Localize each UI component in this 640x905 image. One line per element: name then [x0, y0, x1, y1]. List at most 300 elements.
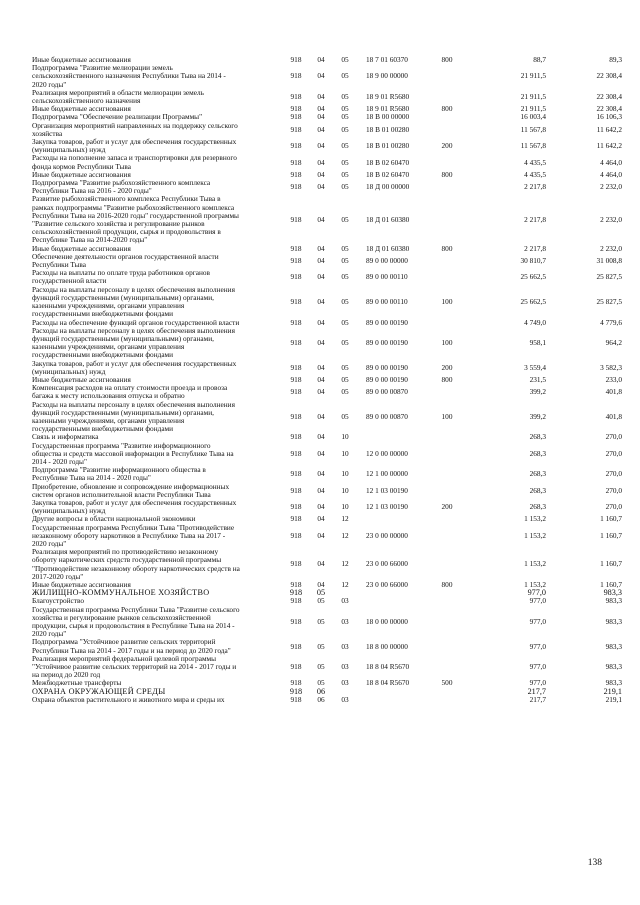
target-article-code: 18 8 00 00000: [366, 641, 408, 651]
subsection-code: 05: [341, 71, 349, 81]
row-name: [32, 138, 282, 154]
row-name: [32, 638, 282, 654]
amount-year-2: 11 642,2: [596, 141, 622, 151]
subsection-code: 12: [341, 530, 349, 540]
row-name: [32, 606, 282, 639]
subsection-code: 05: [341, 374, 349, 384]
amount-year-2: 22 308,4: [596, 91, 622, 101]
row-name-line: Реализация мероприятий федеральной целевой программы: [32, 653, 217, 663]
ministry-code: 918: [290, 182, 302, 192]
row-name-line: Расходы на выплаты персоналу в целях обеспечения выполнения: [32, 284, 235, 294]
amount-year-1: 977,0: [529, 596, 546, 606]
row-name-line: Реализация мероприятий по противодействию незаконному: [32, 547, 219, 557]
amount-year-2: 2 232,0: [600, 214, 622, 224]
table-row: [32, 327, 622, 360]
table-row: [32, 548, 622, 581]
amount-year-1: 2 217,8: [524, 243, 546, 253]
amount-year-2: 1 160,7: [600, 530, 622, 540]
target-article-code: 89 0 00 00110: [366, 296, 408, 306]
expense-type-code: 100: [441, 296, 453, 306]
row-name-line: ОХРАНА ОКРУЖАЮЩЕЙ СРЕДЫ: [32, 686, 166, 696]
row-name: [32, 360, 282, 376]
row-name-line: Закупка товаров, работ и услуг для обеспечения государственных: [32, 497, 237, 507]
subsection-code: 05: [341, 272, 349, 282]
row-name-line: Иные бюджетные ассигнования: [32, 104, 131, 114]
row-name-line: ЖИЛИЩНО-КОММУНАЛЬНОЕ ХОЗЯЙСТВО: [32, 588, 210, 598]
ministry-code: 918: [290, 411, 302, 421]
section-code: 06: [317, 694, 325, 704]
row-name: [32, 327, 282, 360]
ministry-code: 918: [290, 55, 302, 64]
section-code: 04: [317, 243, 325, 253]
ministry-code: 918: [290, 530, 302, 540]
row-name: [32, 269, 282, 285]
ministry-code: 918: [290, 432, 302, 442]
amount-year-2: 4 464,0: [600, 169, 622, 179]
section-code: 04: [317, 514, 325, 524]
row-name-line: продукции, сырья и продовольствия в Республике Тыва на 2014 -: [32, 621, 235, 631]
subsection-code: 03: [341, 694, 349, 704]
table-row: [32, 89, 622, 105]
amount-year-2: 270,0: [605, 502, 622, 512]
subsection-code: 12: [341, 580, 349, 589]
target-article-code: 18 Д 01 60380: [366, 243, 410, 253]
amount-year-2: 89,3: [609, 55, 622, 64]
amount-year-2: 983,3: [605, 641, 622, 651]
target-article-code: 23 0 00 00000: [366, 530, 408, 540]
section-code: 04: [317, 104, 325, 114]
row-name-line: Расходы на выплаты персоналу в целях обеспечения выполнения: [32, 325, 235, 335]
amount-year-1: 268,3: [529, 469, 546, 479]
amount-year-1: 1 153,2: [524, 530, 546, 540]
row-name-line: Иные бюджетные ассигнования: [32, 169, 131, 179]
amount-year-1: 16 003,4: [520, 112, 546, 122]
row-name: [32, 524, 282, 549]
row-name-line: фонда кормов Республики Тыва: [32, 161, 131, 171]
section-code: 04: [317, 387, 325, 397]
row-name-line: государственной власти: [32, 276, 107, 286]
amount-year-2: 1 160,7: [600, 514, 622, 524]
row-name-line: Иные бюджетные ассигнования: [32, 374, 131, 384]
amount-year-1: 4 435,5: [524, 157, 546, 167]
target-article-code: 18 9 00 00000: [366, 71, 408, 81]
target-article-code: 18 В 00 00000: [366, 112, 410, 122]
target-article-code: 12 1 00 00000: [366, 469, 408, 479]
amount-year-2: 233,0: [605, 374, 622, 384]
row-name-line: Развитие рыбохозяйственного комплекса Республики Тыва в: [32, 194, 221, 204]
row-name-line: Приобретение, обновление и сопровождение информационных: [32, 481, 230, 491]
row-name-line: Иные бюджетные ассигнования: [32, 243, 131, 253]
table-row: [32, 384, 622, 400]
table-row: [32, 442, 622, 467]
row-name: [32, 154, 282, 170]
row-name-line: функций государственными (муниципальными) органами,: [32, 333, 214, 343]
row-name: [32, 89, 282, 105]
row-name-line: Республики Тыва на 2016 - 2020 годы": [32, 186, 152, 196]
amount-year-2: 401,8: [605, 411, 622, 421]
subsection-code: 05: [341, 182, 349, 192]
ministry-code: 918: [290, 317, 302, 327]
section-code: 05: [316, 588, 326, 598]
budget-table: [32, 56, 622, 704]
expense-type-code: 200: [441, 141, 453, 151]
subsection-code: 05: [341, 338, 349, 347]
table-row: [32, 466, 622, 482]
amount-year-2: 983,3: [605, 596, 622, 606]
amount-year-2: 4 464,0: [600, 157, 622, 167]
row-name-line: Расходы на выплаты персоналу в целях обеспечения выполнения: [32, 399, 235, 409]
ministry-code: 918: [290, 678, 302, 688]
row-name-line: Государственная программа Республики Тыва "Развитие сельского: [32, 604, 240, 614]
table-row: [32, 638, 622, 654]
table-row: [32, 138, 622, 154]
subsection-code: 05: [341, 317, 349, 327]
table-row: [32, 269, 622, 285]
subsection-code: 10: [341, 502, 349, 512]
row-name-line: Иные бюджетные ассигнования: [32, 580, 131, 589]
row-name: [32, 64, 282, 89]
target-article-code: 18 Д 00 00000: [366, 182, 410, 192]
row-name-line: Подпрограмма "Устойчивое развитие сельских территорий: [32, 637, 216, 647]
row-name-line: "Развитие сельского хозяйства и регулирование рынков: [32, 219, 205, 229]
subsection-code: 03: [341, 662, 349, 672]
amount-year-1: 21 911,5: [520, 104, 546, 114]
amount-year-2: 2 232,0: [600, 182, 622, 192]
section-code: 04: [317, 411, 325, 421]
section-code: 04: [317, 530, 325, 540]
ministry-code: 918: [290, 141, 302, 151]
expense-type-code: 800: [441, 169, 453, 179]
amount-year-1: 217,7: [527, 686, 546, 696]
table-row: [32, 401, 622, 434]
row-name-line: хозяйства: [32, 128, 63, 138]
amount-year-2: 25 827,5: [596, 296, 622, 306]
section-code: 04: [317, 55, 325, 64]
row-name-line: Закупка товаров, работ и услуг для обеспечения государственных: [32, 358, 237, 368]
table-row: [32, 253, 622, 269]
subsection-code: 05: [341, 169, 349, 179]
table-row: [32, 122, 622, 138]
amount-year-1: 88,7: [533, 55, 546, 64]
target-article-code: 89 0 00 00190: [366, 338, 408, 347]
amount-year-1: 977,0: [529, 678, 546, 688]
expense-type-code: 800: [441, 374, 453, 384]
row-name: [32, 483, 282, 499]
expense-type-code: 100: [441, 411, 453, 421]
ministry-code: 918: [290, 214, 302, 224]
subsection-code: 10: [341, 485, 349, 495]
amount-year-2: 270,0: [605, 432, 622, 442]
row-name: [32, 253, 282, 269]
row-name-line: Государственная программа "Развитие информационного: [32, 440, 211, 450]
amount-year-2: 983,3: [605, 678, 622, 688]
row-name-line: "Устойчивое развитие сельских территорий на 2014 - 2017 годы и: [32, 662, 237, 672]
ministry-code: 918: [290, 157, 302, 167]
row-name: [32, 466, 282, 482]
row-name-line: казенными учреждениями, органами управления: [32, 301, 185, 311]
ministry-code: 918: [290, 502, 302, 512]
row-name-line: Подпрограмма "Обеспечение реализации Программы": [32, 112, 203, 122]
amount-year-1: 2 217,8: [524, 182, 546, 192]
section-code: 04: [317, 338, 325, 347]
amount-year-1: 268,3: [529, 485, 546, 495]
amount-year-2: 31 008,8: [596, 255, 622, 265]
row-name-line: казенными учреждениями, органами управления: [32, 415, 185, 425]
row-name-line: Обеспечение деятельности органов государственной власти: [32, 251, 219, 261]
row-name-line: Расходы на выплаты по оплате труда работников органов: [32, 268, 210, 278]
table-row: [32, 655, 622, 680]
ministry-code: 918: [290, 387, 302, 397]
ministry-code: 918: [290, 169, 302, 179]
amount-year-1: 268,3: [529, 448, 546, 458]
amount-year-1: 231,5: [529, 374, 546, 384]
row-name-line: Республике Тыва на 2014 - 2020 годы": [32, 473, 151, 483]
row-name-line: незаконному обороту наркотиков в Республике Тыва на 2017 -: [32, 530, 226, 540]
amount-year-2: 983,3: [605, 616, 622, 626]
row-name-line: Иные бюджетные ассигнования: [32, 55, 131, 64]
row-name-line: Подпрограмма "Развитие мелиорации земель: [32, 63, 173, 73]
subsection-code: 05: [341, 362, 349, 372]
subsection-code: 03: [341, 596, 349, 606]
row-name-line: Республики Тыва на 2014 - 2017 годы и на период до 2020 года": [32, 645, 231, 655]
ministry-code: 918: [290, 104, 302, 114]
subsection-code: 03: [341, 641, 349, 651]
amount-year-1: 25 662,5: [520, 272, 546, 282]
ministry-code: 918: [290, 124, 302, 134]
amount-year-2: 983,3: [605, 662, 622, 672]
amount-year-2: 964,2: [605, 338, 622, 347]
ministry-code: 918: [290, 255, 302, 265]
row-name-line: сельскохозяйственного назначения: [32, 96, 141, 106]
subsection-code: 05: [341, 104, 349, 114]
section-code: 05: [317, 641, 325, 651]
ministry-code: 918: [290, 243, 302, 253]
target-article-code: 18 В 02 60470: [366, 157, 410, 167]
amount-year-2: 1 160,7: [600, 580, 622, 589]
target-article-code: 18 В 01 00280: [366, 124, 410, 134]
subsection-code: 03: [341, 678, 349, 688]
amount-year-2: 22 308,4: [596, 104, 622, 114]
ministry-code: 918: [290, 374, 302, 384]
subsection-code: 05: [341, 214, 349, 224]
row-name: [32, 286, 282, 319]
ministry-code: 918: [290, 662, 302, 672]
amount-year-2: 22 308,4: [596, 71, 622, 81]
ministry-code: 918: [290, 694, 302, 704]
amount-year-1: 217,7: [529, 694, 546, 704]
row-name-line: государственными внебюджетными фондами: [32, 350, 174, 360]
target-article-code: 89 0 00 00190: [366, 362, 408, 372]
ministry-code: 918: [290, 112, 302, 122]
target-article-code: 18 0 00 00000: [366, 616, 408, 626]
section-code: 04: [317, 182, 325, 192]
row-name-line: "Противодействие незаконному обороту наркотических средств на: [32, 563, 240, 573]
subsection-code: 05: [341, 243, 349, 253]
row-name-line: 2020 годы": [32, 629, 67, 639]
amount-year-1: 1 153,2: [524, 580, 546, 589]
section-code: 05: [317, 596, 325, 606]
section-code: 04: [317, 317, 325, 327]
subsection-code: 10: [341, 448, 349, 458]
row-name-line: Охрана объектов растительного и животного мира и среды их: [32, 694, 225, 704]
table-row: [32, 524, 622, 549]
row-name: [32, 401, 282, 434]
section-code: 04: [317, 432, 325, 442]
amount-year-1: 4 749,0: [524, 317, 546, 327]
subsection-code: 05: [341, 296, 349, 306]
table-row: [32, 499, 622, 515]
amount-year-1: 2 217,8: [524, 214, 546, 224]
row-name-line: 2020 годы": [32, 538, 67, 548]
expense-type-code: 200: [441, 362, 453, 372]
subsection-code: 10: [341, 432, 349, 442]
row-name: [32, 195, 282, 244]
row-name-line: Компенсация расходов на оплату стоимости проезда и провоза: [32, 383, 228, 393]
amount-year-1: 977,0: [529, 662, 546, 672]
row-name-line: общества и средств массовой информации в Республике Тыва на: [32, 448, 234, 458]
subsection-code: 05: [341, 124, 349, 134]
row-name-line: Реализация мероприятий в области мелиорации земель: [32, 87, 204, 97]
row-name-line: на период до 2020 год: [32, 670, 101, 680]
amount-year-1: 268,3: [529, 502, 546, 512]
ministry-code: 918: [290, 559, 302, 569]
table-row: [32, 154, 622, 170]
expense-type-code: 800: [441, 104, 453, 114]
target-article-code: 18 В 01 00280: [366, 141, 410, 151]
row-name-line: Расходы на обеспечение функций органов государственной власти: [32, 317, 240, 327]
ministry-code: 918: [290, 485, 302, 495]
amount-year-1: 11 567,8: [520, 141, 546, 151]
amount-year-2: 219,1: [605, 694, 622, 704]
row-name-line: Организация мероприятий направленных на поддержку сельского: [32, 120, 238, 130]
expense-type-code: 500: [441, 678, 453, 688]
section-code: 04: [317, 448, 325, 458]
section-code: 05: [317, 678, 325, 688]
section-code: 04: [317, 169, 325, 179]
row-name: [32, 384, 282, 400]
amount-year-1: 958,1: [529, 338, 546, 347]
target-article-code: 18 9 01 R5680: [366, 91, 410, 101]
section-code: 04: [317, 296, 325, 306]
amount-year-1: 3 559,4: [524, 362, 546, 372]
expense-type-code: 100: [441, 338, 453, 347]
row-name: [32, 179, 282, 195]
amount-year-2: 11 642,2: [596, 124, 622, 134]
target-article-code: 23 0 00 66000: [366, 559, 408, 569]
subsection-code: 05: [341, 91, 349, 101]
row-name-line: сельскохозяйственной продукции, сырья и продовольствия в: [32, 227, 221, 237]
expense-type-code: 800: [441, 243, 453, 253]
subsection-code: 12: [341, 514, 349, 524]
subsection-code: 05: [341, 157, 349, 167]
ministry-code: 918: [290, 514, 302, 524]
amount-year-2: 983,3: [603, 588, 622, 598]
ministry-code: 918: [290, 91, 302, 101]
section-code: 04: [317, 502, 325, 512]
table-row: [32, 179, 622, 195]
subsection-code: 03: [341, 616, 349, 626]
row-name: [32, 548, 282, 581]
amount-year-1: 977,0: [529, 616, 546, 626]
amount-year-1: 268,3: [529, 432, 546, 442]
row-name-line: Межбюджетные трансферты: [32, 678, 122, 688]
row-name: [32, 442, 282, 467]
ministry-code: 918: [290, 580, 302, 589]
amount-year-2: 270,0: [605, 469, 622, 479]
row-name: [32, 499, 282, 515]
row-name-line: Республике Тыва на 2014-2020 годы": [32, 235, 148, 245]
amount-year-2: 401,8: [605, 387, 622, 397]
section-code: 04: [317, 157, 325, 167]
target-article-code: 12 0 00 00000: [366, 448, 408, 458]
row-name-line: казенными учреждениями, органами управления: [32, 342, 185, 352]
ministry-code: 918: [290, 296, 302, 306]
row-name-line: Государственная программа Республики Тыва "Противодействие: [32, 522, 235, 532]
target-article-code: 89 0 00 00000: [366, 255, 408, 265]
ministry-code: 918: [290, 469, 302, 479]
section-code: 04: [317, 112, 325, 122]
section-code: 04: [317, 255, 325, 265]
target-article-code: 89 0 00 00190: [366, 374, 408, 384]
row-name-line: Расходы на пополнение запаса и транспортировки для резервного: [32, 153, 237, 163]
section-code: 05: [317, 616, 325, 626]
table-row: [32, 606, 622, 639]
section-code: 04: [317, 91, 325, 101]
amount-year-2: 16 106,3: [596, 112, 622, 122]
amount-year-1: 25 662,5: [520, 296, 546, 306]
section-code: 04: [317, 374, 325, 384]
section-code: 04: [317, 485, 325, 495]
section-code: 04: [317, 141, 325, 151]
target-article-code: 12 1 03 00190: [366, 485, 408, 495]
row-name-line: Подпрограмма "Развитие информационного общества в: [32, 465, 206, 475]
table-row: [32, 483, 622, 499]
row-name-line: государственными внебюджетными фондами: [32, 309, 174, 319]
expense-type-code: 200: [441, 502, 453, 512]
row-name-line: Связь и информатика: [32, 432, 99, 442]
row-name-line: систем органов исполнительной власти Республики Тыва: [32, 489, 211, 499]
target-article-code: 89 0 00 00190: [366, 317, 408, 327]
section-code: 04: [317, 272, 325, 282]
amount-year-2: 3 582,3: [600, 362, 622, 372]
amount-year-2: 1 160,7: [600, 559, 622, 569]
section-code: 04: [317, 71, 325, 81]
row-name-line: 2020 годы": [32, 79, 67, 89]
amount-year-1: 977,0: [529, 641, 546, 651]
amount-year-1: 21 911,5: [520, 91, 546, 101]
ministry-code: 918: [290, 616, 302, 626]
row-name-line: сельскохозяйственного назначения Республики Тыва на 2014 -: [32, 71, 226, 81]
row-name-line: 2017-2020 годы": [32, 571, 84, 581]
subsection-code: 05: [341, 112, 349, 122]
table-row: [32, 64, 622, 89]
ministry-code: 918: [290, 362, 302, 372]
subsection-code: 05: [341, 55, 349, 64]
amount-year-1: 4 435,5: [524, 169, 546, 179]
subsection-code: 05: [341, 387, 349, 397]
amount-year-1: 1 153,2: [524, 514, 546, 524]
row-name-line: Благоустройство: [32, 596, 84, 606]
target-article-code: 23 0 00 66000: [366, 580, 408, 589]
target-article-code: 18 Д 01 60380: [366, 214, 410, 224]
subsection-code: 05: [341, 255, 349, 265]
row-name-line: 2014 - 2020 годы": [32, 456, 87, 466]
section-code: 04: [317, 124, 325, 134]
row-name-line: Другие вопросы в области национальной экономики: [32, 514, 196, 524]
subsection-code: 10: [341, 469, 349, 479]
row-name-line: функций государственными (муниципальными) органами,: [32, 407, 214, 417]
section-code: 04: [317, 362, 325, 372]
